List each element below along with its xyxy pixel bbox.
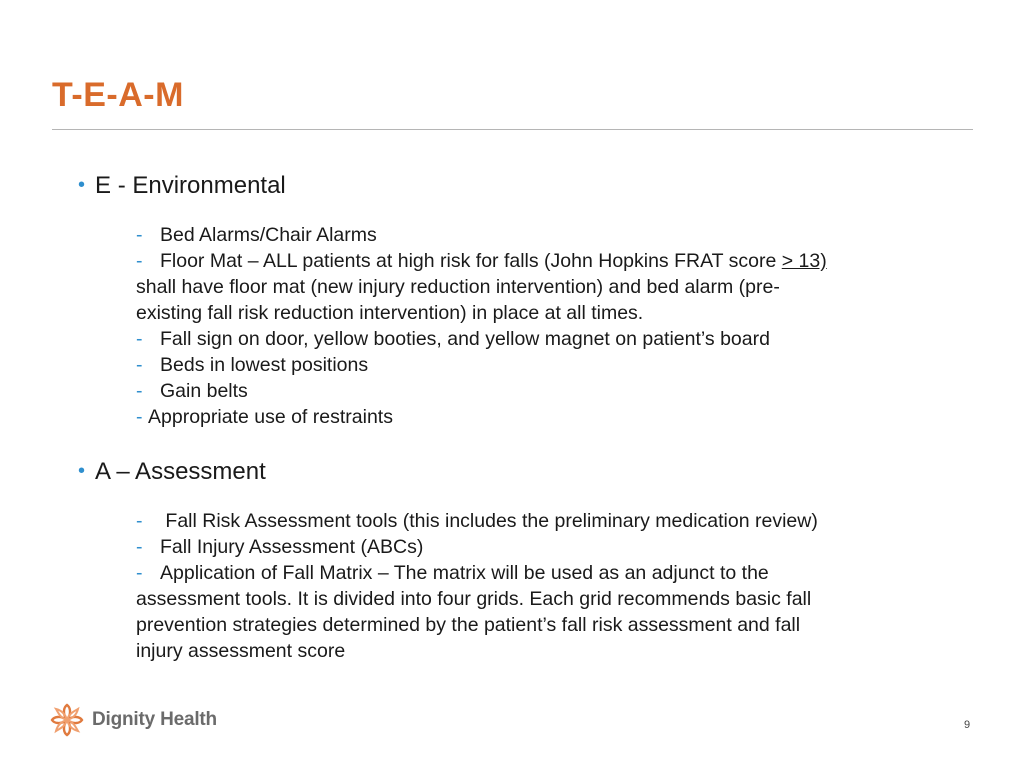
list-item-continuation: prevention strategies determined by the patient’s fall risk assessment and fall bbox=[136, 614, 801, 636]
dash-icon: - bbox=[136, 536, 143, 558]
dash-icon: - bbox=[136, 224, 143, 246]
list-item: - Fall Risk Assessment tools (this includes the preliminary medication review) bbox=[136, 510, 818, 532]
footer-logo bbox=[50, 703, 217, 737]
bullet-dot-icon: • bbox=[78, 174, 86, 196]
environmental-list bbox=[136, 222, 916, 430]
list-item-continuation: injury assessment score bbox=[136, 640, 346, 662]
bullet-environmental bbox=[78, 172, 286, 200]
list-item-continuation: existing fall risk reduction intervention) in place at all times. bbox=[136, 302, 644, 324]
list-item-continuation: assessment tools. It is divided into four grids. Each grid recommends basic fall bbox=[136, 588, 812, 610]
list-item: - Bed Alarms/Chair Alarms bbox=[136, 224, 377, 246]
page-number: 9 bbox=[964, 719, 971, 731]
environmental-heading: E - Environmental bbox=[95, 172, 286, 199]
slide-title: T-E-A-M bbox=[52, 76, 184, 114]
list-item: - Fall sign on door, yellow booties, and yellow magnet on patient’s board bbox=[136, 328, 770, 350]
list-item: - Floor Mat – ALL patients at high risk for falls (John Hopkins FRAT score > 13) bbox=[136, 250, 827, 272]
dash-icon: - bbox=[136, 562, 143, 584]
list-item: - Application of Fall Matrix – The matrix will be used as an adjunct to the bbox=[136, 562, 769, 584]
list-item: - Beds in lowest positions bbox=[136, 354, 369, 376]
brand-name: Dignity Health bbox=[92, 709, 217, 730]
assessment-heading: A – Assessment bbox=[95, 458, 266, 485]
dignity-health-starburst-icon bbox=[50, 703, 84, 737]
title-divider bbox=[52, 129, 973, 130]
bullet-dot-icon: • bbox=[78, 460, 86, 482]
list-item: - Gain belts bbox=[136, 380, 248, 402]
dash-icon: - bbox=[136, 354, 143, 376]
list-item: - Appropriate use of restraints bbox=[136, 406, 393, 428]
list-item: - Fall Injury Assessment (ABCs) bbox=[136, 536, 424, 558]
list-item-continuation: shall have floor mat (new injury reduction intervention) and bed alarm (pre- bbox=[136, 276, 780, 298]
dash-icon: - bbox=[136, 406, 143, 428]
assessment-list bbox=[136, 508, 916, 664]
dash-icon: - bbox=[136, 250, 143, 272]
dash-icon: - bbox=[136, 510, 143, 532]
dash-icon: - bbox=[136, 328, 143, 350]
dash-icon: - bbox=[136, 380, 143, 402]
bullet-assessment bbox=[78, 458, 266, 486]
